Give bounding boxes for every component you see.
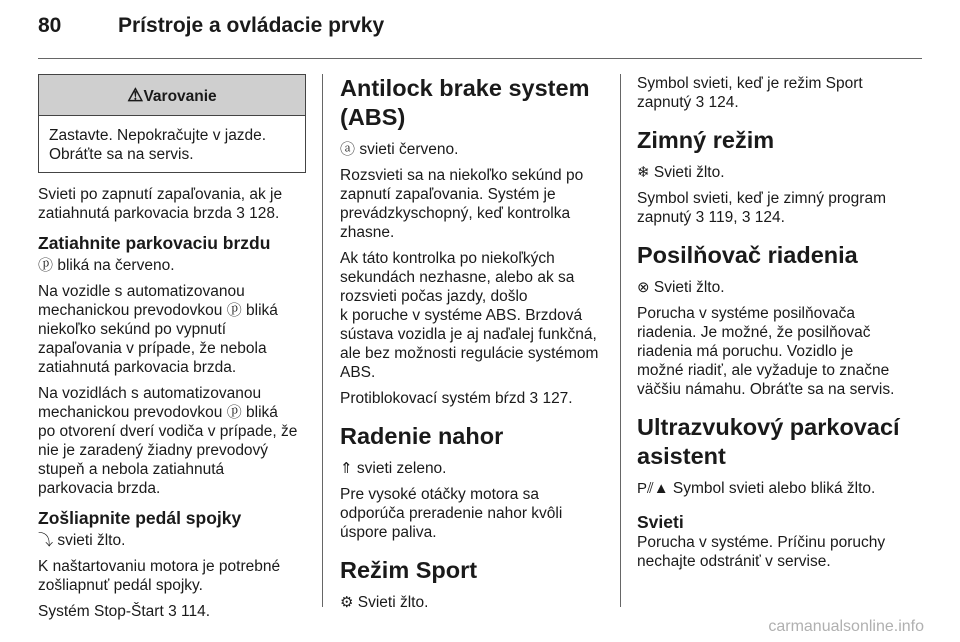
warning-header [39,75,305,116]
clutch-pedal-icon: ⤵ [38,532,54,549]
status-text: Symbol svieti alebo bliká žlto. [668,480,876,497]
section-heading: Zimný režim [637,127,775,153]
paragraph [340,389,608,408]
page-reference: 3 128. [236,205,280,222]
parking-brake-icon: ⓟ [226,404,242,421]
sport-mode-icon: ⚙ [340,594,354,611]
page-reference: 3 114. [168,603,211,620]
text: Na vozidle s automatizovanou mechanickou prevodovkou [38,283,245,319]
text: Systém Stop-Štart [38,603,169,620]
warning-body [39,116,305,172]
text: Na vozidlách s automatizovanou mechanickou prevodovkou [38,385,262,421]
page-reference: 3 124. [695,94,739,111]
section-heading: Ultrazvukový parkovací asistent [637,414,900,469]
text: Protiblokovací systém bŕzd [340,390,530,407]
paragraph [637,189,925,227]
paragraph: Rozsvieti sa na niekoľko sekúnd po zapnutí zapaľovania. Systém je prevádzkyschopný, keď kontrolka zhasne. [340,167,584,241]
page-reference: 3 119, 3 124. [695,209,785,226]
text: Svieti po zapnutí zapaľovania, ak je zatiahnutá parkovacia brzda [38,186,283,222]
column-2 [340,74,608,619]
section-heading: Režim Sport [340,557,478,583]
text: bliká niekoľko sekúnd po vypnutí zapaľovania v prípade, že nebola zatiahnutá parkovacia brzda. [38,302,278,376]
status-text: Svieti žlto. [649,279,725,296]
status-line [637,163,925,182]
status-text: svieti žlto. [53,532,126,549]
status-line [340,593,608,612]
paragraph: Porucha v systéme. Príčinu poruchy nechajte odstrániť v servise. [637,534,886,570]
paragraph [38,384,306,498]
section-heading: Radenie nahor [340,423,504,449]
status-text: svieti červeno. [355,141,459,158]
page-reference: 3 127. [529,390,573,407]
text: bliká po otvorení dverí vodiča v prípade, že nie je zaradený žiadny prevodový stupeň a nebola zatiahnutá parkovacia brzda. [38,404,298,497]
text: Symbol svieti, keď je režim Sport zapnutý [637,75,863,111]
status-line [637,479,925,498]
paragraph [38,185,306,223]
watermark: carmanualsonline.info [768,618,924,635]
page-number: 80 [38,14,62,37]
sub-heading: Svieti [637,512,684,532]
column-divider [620,74,621,607]
text: Symbol svieti, keď je zimný program zapnutý [637,190,886,226]
column-1 [38,74,306,628]
page-title: Prístroje a ovládacie prvky [118,14,385,37]
column-divider [322,74,323,607]
status-line [637,278,925,297]
status-line [38,256,306,275]
paragraph: Pre vysoké otáčky motora sa odporúča preradenie nahor kvôli úspore paliva. [340,486,563,541]
paragraph [38,282,306,377]
status-text: Svieti žlto. [649,164,725,181]
header-divider [38,58,922,59]
column-3 [637,74,925,578]
paragraph [637,74,925,112]
warning-text: Zastavte. Nepokračujte v jazde. Obráťte sa na servis. [49,127,267,163]
power-steering-icon: ⊗ [637,279,650,296]
abs-icon: ⓐ [340,141,356,158]
parking-brake-icon: ⓟ [38,257,54,274]
status-line [340,459,608,478]
section-heading: Posilňovač riadenia [637,242,858,268]
status-line [38,531,306,550]
status-text: bliká na červeno. [53,257,175,274]
status-text: Svieti žlto. [353,594,429,611]
section-heading: Antilock brake system (ABS) [340,75,590,130]
paragraph: Porucha v systéme posilňovača riadenia. Je možné, že posilňovač riadenia má poruchu. Vozidlo je možné riadiť, ale vyžaduje to značne väčšiu námahu. Obráťte sa na servis. [637,305,895,398]
page-header [38,14,922,54]
warning-box [38,74,306,173]
paragraph [38,602,306,621]
warning-triangle-icon: ⚠ [127,85,144,105]
paragraph: Ak táto kontrolka po niekoľkých sekundách nezhasne, alebo ak sa rozsvieti počas jazdy, došlo k poruche v systéme ABS. Brzdová sústava vozidla je aj naďalej funkčná, ale bez možnosti regulácie systémom ABS. [340,250,599,381]
paragraph: K naštartovaniu motora je potrebné zošliapnuť pedál spojky. [38,558,281,594]
parking-brake-icon: ⓟ [226,302,242,319]
status-text: svieti zeleno. [352,460,447,477]
parking-assist-icon: P⫽▲ [637,480,669,497]
status-line [340,140,608,159]
section-heading: Zatiahnite parkovaciu brzdu [38,233,271,253]
section-heading: Zošliapnite pedál spojky [38,508,242,528]
warning-title: Varovanie [143,88,217,105]
winter-mode-icon: ❄ [637,164,650,181]
upshift-icon: ⇑ [340,460,353,477]
